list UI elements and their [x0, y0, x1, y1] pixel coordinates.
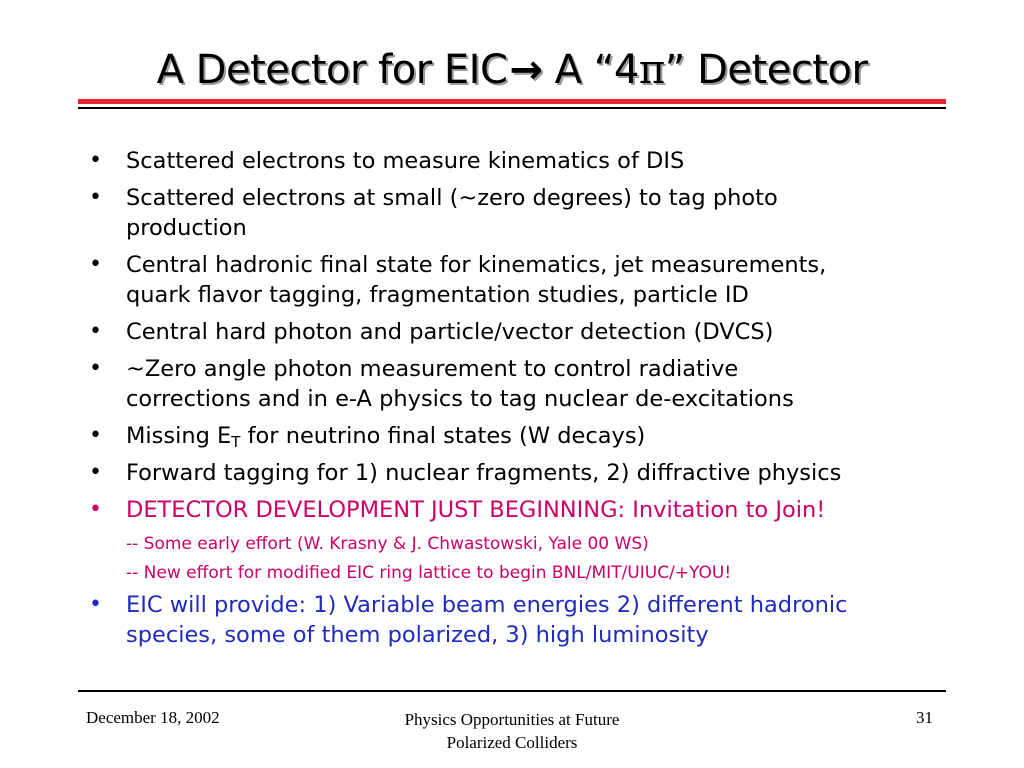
- bullet-icon: •: [89, 319, 102, 344]
- sub-item: -- New effort for modified EIC ring lattice to begin BNL/MIT/UIUC/+YOU!: [126, 563, 732, 583]
- title-pi: π: [638, 47, 665, 93]
- bullet-item: • Missing $E_T$ for neutrino final states (W decays): [89, 423, 646, 451]
- bullet-icon: •: [89, 148, 102, 173]
- title-end: ” Detector: [664, 47, 868, 93]
- bullet-item: • ~Zero angle photon measurement to control radiative corrections and in e-A physics to tag nuclear de-excitations: [89, 356, 794, 412]
- bullet-item: • Central hard photon and particle/vector detection (DVCS): [89, 319, 774, 345]
- bullet-icon: •: [89, 460, 102, 485]
- bullet-icon: •: [89, 185, 102, 210]
- bullet-item: • Forward tagging for 1) nuclear fragments, 2) diffractive physics: [89, 460, 842, 486]
- bullet-item: • Scattered electrons at small (~zero degrees) to tag photo production: [89, 185, 778, 241]
- bullet-icon: •: [89, 423, 102, 448]
- sub-item: -- Some early effort (W. Krasny & J. Chwastowski, Yale 00 WS): [126, 534, 649, 554]
- bullet-item-summary: • EIC will provide: 1) Variable beam energies 2) different hadronic species, some of them polarized, 3) high luminosity: [89, 592, 848, 648]
- bullet-icon: •: [89, 356, 102, 381]
- page-number: 31: [916, 708, 933, 727]
- footer-title: Physics Opportunities at Future Polarized Colliders: [404, 710, 620, 752]
- bullet-icon: •: [89, 592, 102, 617]
- bullet-icon: •: [89, 252, 102, 277]
- bullet-item-highlight: • DETECTOR DEVELOPMENT JUST BEGINNING: Invitation to Join!: [89, 497, 826, 523]
- title-a: A “4: [542, 47, 639, 93]
- bullet-item: • Scattered electrons to measure kinematics of DIS: [89, 148, 685, 174]
- title-rule-red: [78, 99, 946, 104]
- title-arrow-icon: →: [509, 47, 543, 93]
- title-rule-black: [78, 107, 946, 109]
- bullet-item: • Central hadronic final state for kinematics, jet measurements, quark flavor tagging, fragmentation studies, particle ID: [89, 252, 827, 308]
- bullet-list: [0, 146, 1024, 657]
- footer-rule: [78, 690, 946, 692]
- bullet-icon: •: [89, 497, 102, 522]
- footer-date: December 18, 2002: [86, 708, 220, 727]
- slide-title: [0, 47, 1024, 93]
- title-main: A Detector for EIC: [156, 47, 508, 93]
